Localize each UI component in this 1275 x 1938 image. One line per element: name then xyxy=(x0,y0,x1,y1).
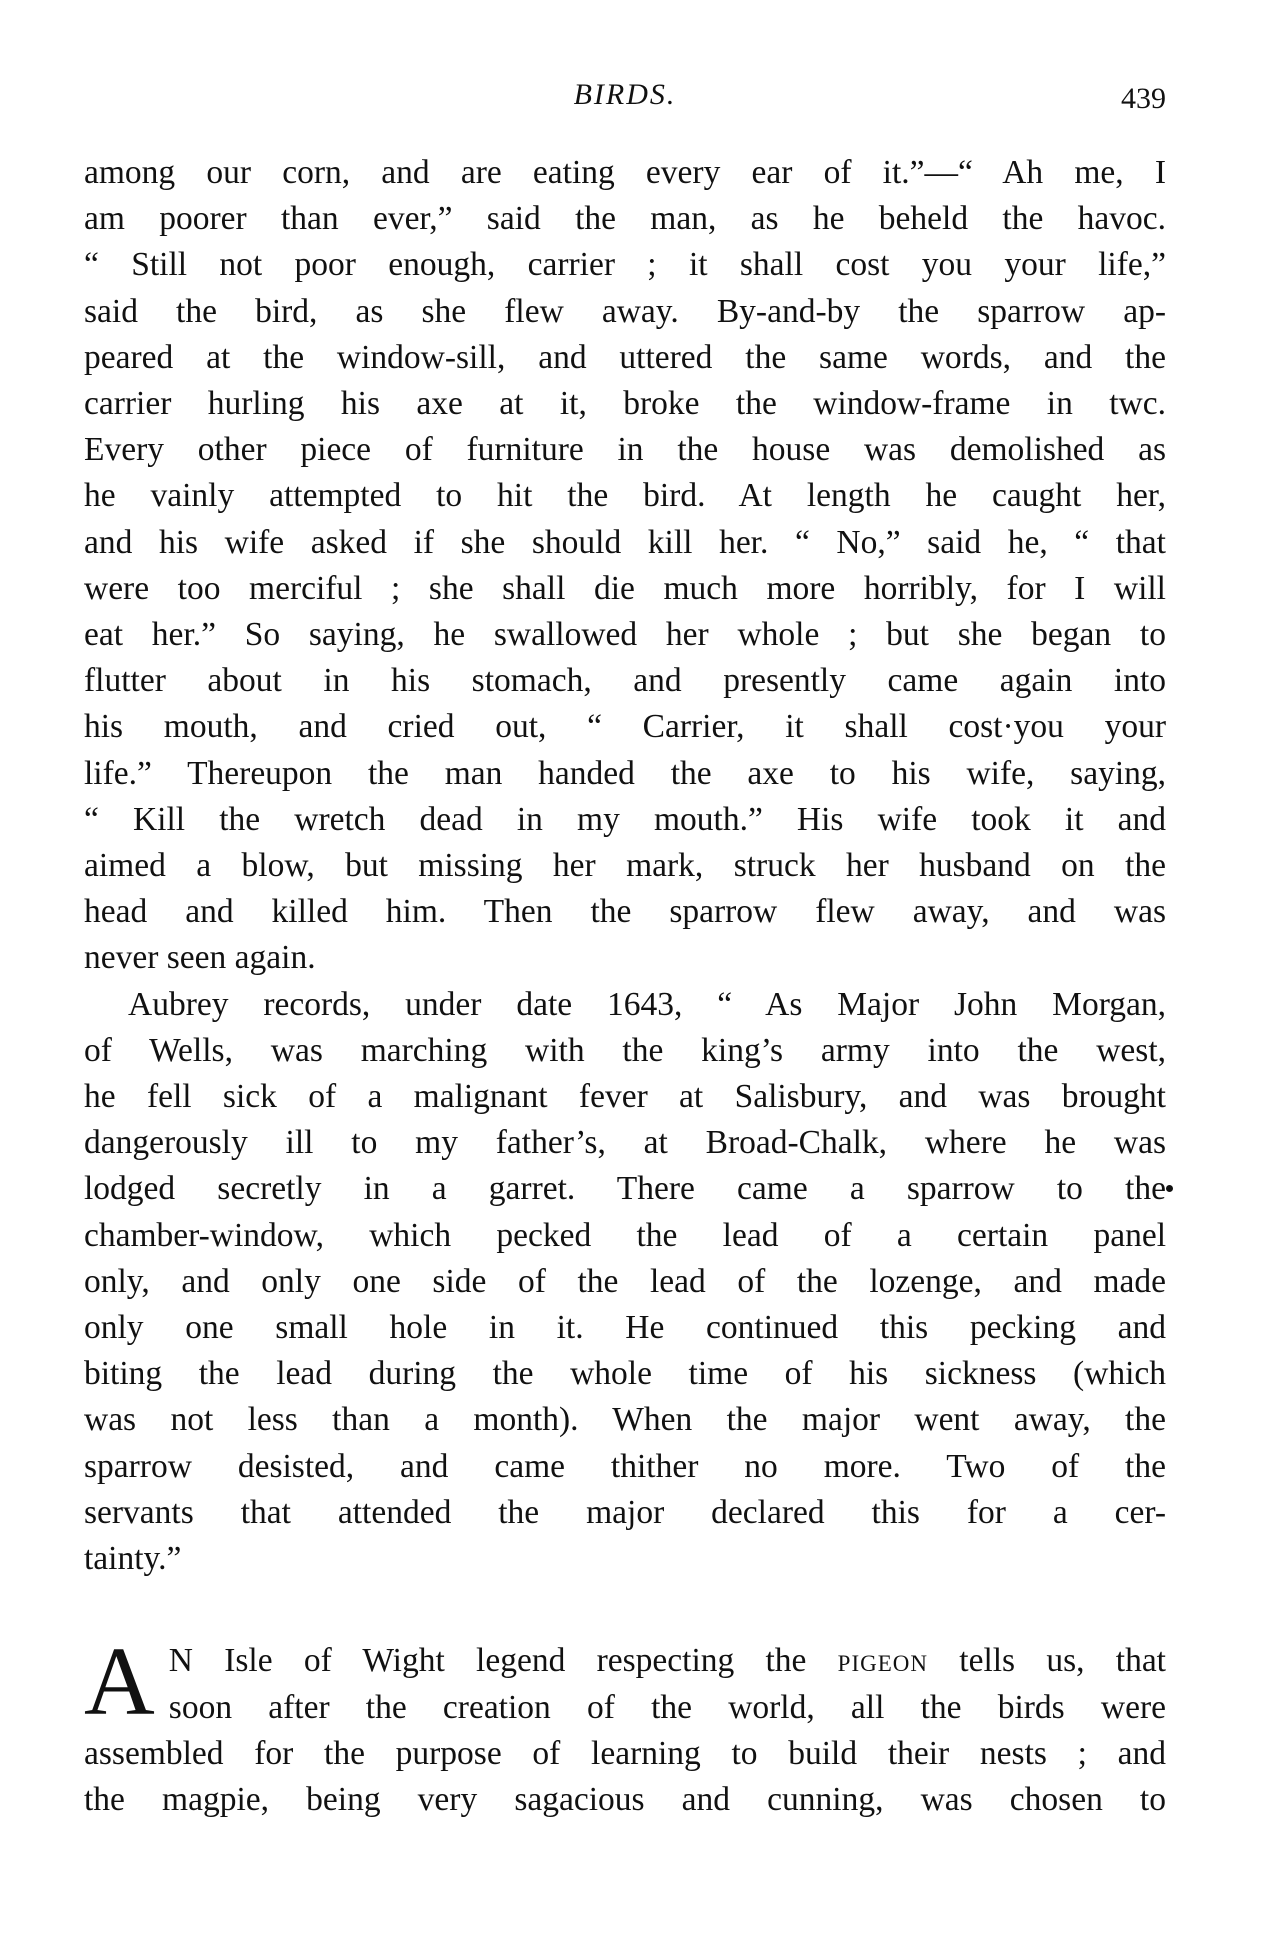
text-line: life.” Thereupon the man handed the axe to his wife, saying, xyxy=(84,754,1166,792)
paragraph-aubrey xyxy=(84,982,1166,1583)
text-line: soon after the creation of the world, all the birds were xyxy=(168,1688,1166,1726)
text-line: tainty.” xyxy=(84,1540,182,1578)
text-line: was not less than a month). When the major went away, the xyxy=(84,1401,1166,1439)
text-line: only, and only one side of the lead of the lozenge, and made xyxy=(84,1262,1166,1300)
text-line: the magpie, being very sagacious and cunning, was chosen to xyxy=(84,1780,1166,1818)
text-line: he vainly attempted to hit the bird. At length he caught her, xyxy=(84,477,1166,515)
text-line: lodged secretly in a garret. There came a sparrow to the xyxy=(84,1170,1166,1208)
text-line: assembled for the purpose of learning to build their nests ; and xyxy=(84,1734,1166,1772)
text-line: Aubrey records, under date 1643, “ As Major John Morgan, xyxy=(128,985,1166,1023)
page-number: 439 xyxy=(1121,82,1166,115)
page-header xyxy=(84,78,1166,128)
text-line: am poorer than ever,” said the man, as he beheld the havoc. xyxy=(84,200,1166,238)
text-line: carrier hurling his axe at it, broke the window-frame in twc. xyxy=(84,385,1166,423)
text-line: biting the lead during the whole time of his sickness (which xyxy=(84,1355,1166,1393)
text-line: chamber-window, which pecked the lead of a certain panel xyxy=(84,1216,1166,1254)
text-line: his mouth, and cried out, “ Carrier, it shall cost·you your xyxy=(84,708,1166,746)
text-line xyxy=(169,1638,1166,1684)
text-line: flutter about in his stomach, and presently came again into xyxy=(84,662,1166,700)
text-line: of Wells, was marching with the king’s army into the west, xyxy=(84,1031,1166,1069)
text-line: never seen again. xyxy=(84,939,316,977)
text-line: eat her.” So saying, he swallowed her whole ; but she began to xyxy=(84,616,1166,654)
text-line: aimed a blow, but missing her mark, struck her husband on the xyxy=(84,847,1166,885)
running-head: BIRDS. xyxy=(573,78,677,111)
text-run: N Isle of Wight legend respecting the xyxy=(168,1642,838,1680)
text-line: dangerously ill to my father’s, at Broad-Chalk, where he was xyxy=(84,1124,1166,1162)
body-text xyxy=(84,150,1166,1823)
section-gap xyxy=(84,1582,1166,1638)
text-line: Every other piece of furniture in the house was demolished as xyxy=(84,431,1166,469)
small-caps-word: pigeon xyxy=(837,1642,929,1680)
text-run: tells us, that xyxy=(928,1642,1166,1680)
text-line: sparrow desisted, and came thither no more. Two of the xyxy=(84,1447,1166,1485)
text-line: “ Kill the wretch dead in my mouth.” His wife took it and xyxy=(84,800,1166,838)
text-line: said the bird, as she flew away. By-and-by the sparrow ap- xyxy=(84,292,1166,330)
text-line: servants that attended the major declared this for a cer- xyxy=(84,1493,1166,1531)
drop-cap: A xyxy=(84,1628,155,1737)
text-line: he fell sick of a malignant fever at Salisbury, and was brought xyxy=(84,1078,1166,1116)
text-line: and his wife asked if she should kill her. “ No,” said he, “ that xyxy=(84,523,1166,561)
text-line: were too merciful ; she shall die much more horribly, for I will xyxy=(84,569,1166,607)
paragraph-pigeon-legend xyxy=(84,1628,1166,1823)
text-line: head and killed him. Then the sparrow flew away, and was xyxy=(84,893,1166,931)
text-line: only one small hole in it. He continued this pecking and xyxy=(84,1309,1166,1347)
text-line: among our corn, and are eating every ear of it.”—“ Ah me, I xyxy=(84,154,1166,191)
text-line: “ Still not poor enough, carrier ; it shall cost you your life,” xyxy=(84,246,1166,284)
stray-ink-dot xyxy=(1166,1185,1173,1192)
paragraph-sparrow-carrier xyxy=(84,150,1166,982)
text-line: peared at the window-sill, and uttered the same words, and the xyxy=(84,338,1166,376)
